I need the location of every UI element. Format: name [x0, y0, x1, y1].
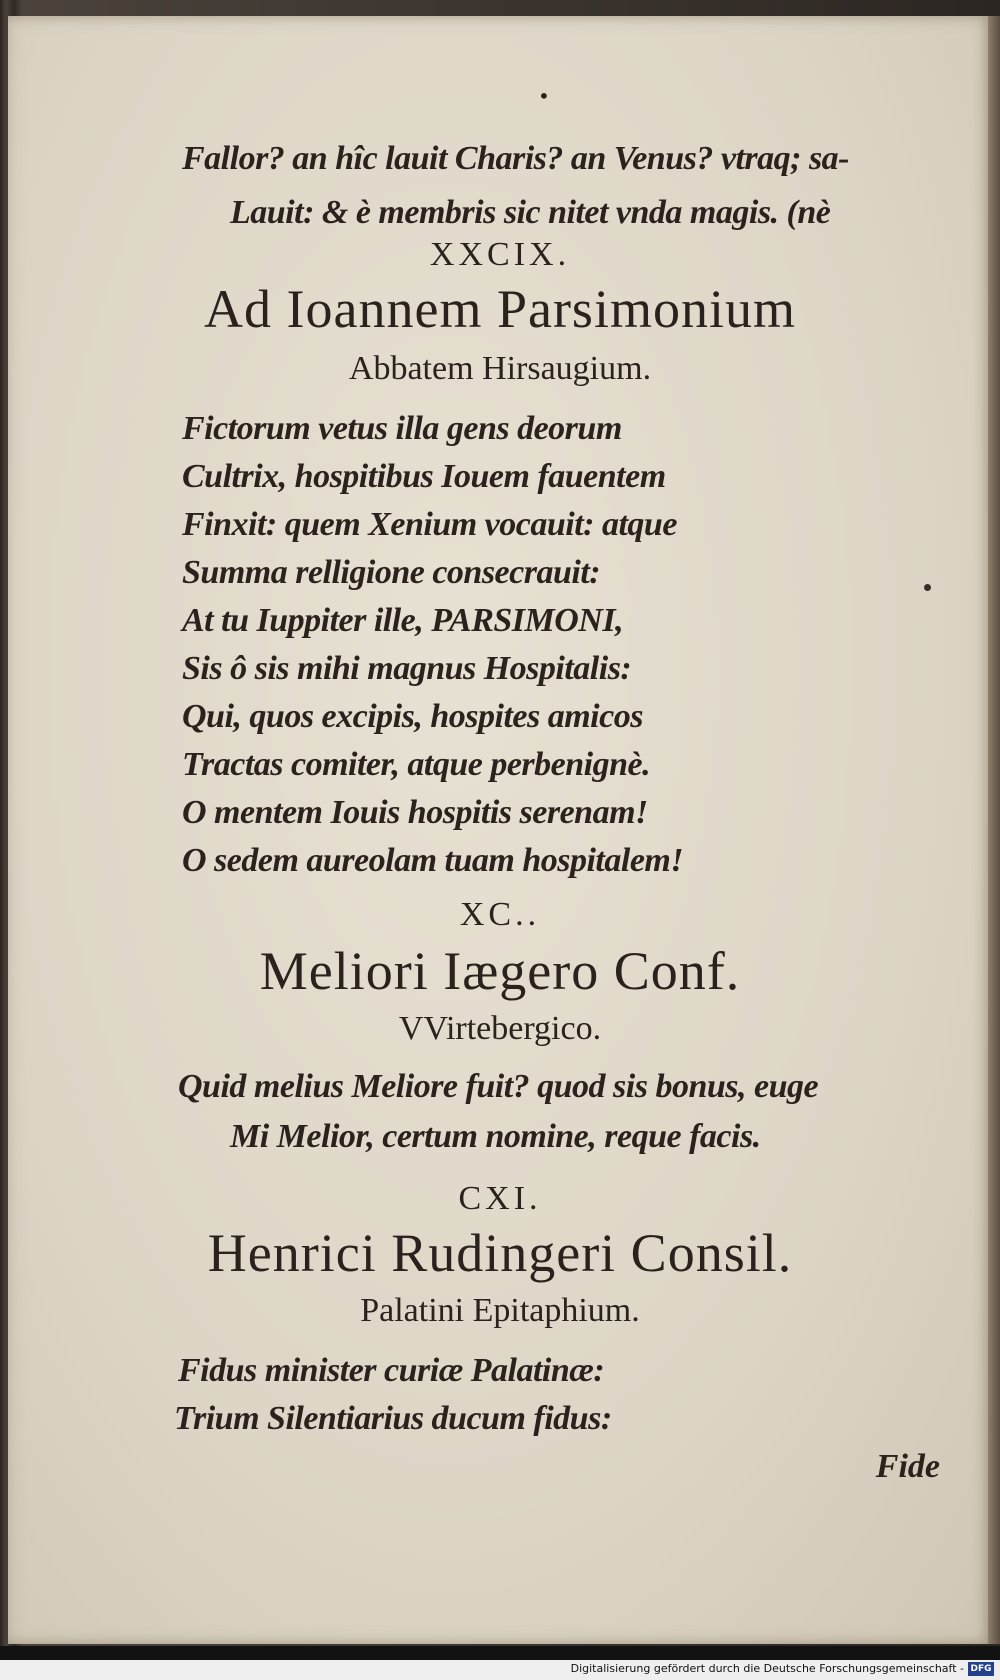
verse-line: Qui, quos excipis, hospites amicos	[182, 698, 643, 735]
verse-line: Tractas comiter, atque perbenignè.	[182, 746, 651, 783]
catchword: Fide	[875, 1448, 940, 1485]
epigram-number: XC..	[459, 896, 541, 933]
verse-line: Finxit: quem Xenium vocauit: atque	[182, 506, 677, 543]
epigram-subtitle: Abbatem Hirsaugium.	[348, 350, 652, 387]
verse-line: Trium Silentiarius ducum fidus:	[174, 1400, 612, 1437]
ink-speck	[924, 584, 931, 591]
verse-line: Summa relligione consecrauit:	[182, 554, 601, 591]
verse-line: Sis ô sis mihi magnus Hospitalis:	[182, 650, 632, 687]
verse-line: Fallor? an hîc lauit Charis? an Venus? vtraq; sa-	[182, 140, 850, 177]
dfg-logo: DFG	[968, 1662, 994, 1676]
epigram-number: CXI.	[458, 1180, 542, 1217]
verse-line: Fidus minister curiæ Palatinæ:	[178, 1352, 605, 1389]
epigram-subtitle: Palatini Epitaphium.	[360, 1292, 640, 1329]
verse-line: Lauit: & è membris sic nitet vnda magis. (nè	[230, 194, 831, 231]
verse-line: Fictorum vetus illa gens deorum	[182, 410, 622, 447]
verse-line: O mentem Iouis hospitis serenam!	[182, 794, 648, 831]
digitization-credit: Digitalisierung gefördert durch die Deutsche Forschungsgemeinschaft -	[570, 1662, 964, 1675]
verse-line: Cultrix, hospitibus Iouem fauentem	[182, 458, 666, 495]
verse-line: O sedem aureolam tuam hospitalem!	[182, 842, 684, 879]
epigram-subtitle: VVirtebergico.	[398, 1010, 602, 1047]
verse-line: Quid melius Meliore fuit? quod sis bonus, euge	[178, 1068, 819, 1105]
epigram-title: Henrici Rudingeri Consil.	[207, 1223, 793, 1283]
verse-line: At tu Iuppiter ille, PARSIMONI,	[182, 602, 624, 639]
printer-mark: •	[538, 84, 550, 108]
epigram-title: Meliori Iægero Conf.	[259, 941, 741, 1001]
verse-line: Mi Melior, certum nomine, reque facis.	[230, 1118, 761, 1155]
epigram-number: XXCIX.	[429, 236, 571, 273]
epigram-title: Ad Ioannem Parsimonium	[204, 279, 796, 339]
